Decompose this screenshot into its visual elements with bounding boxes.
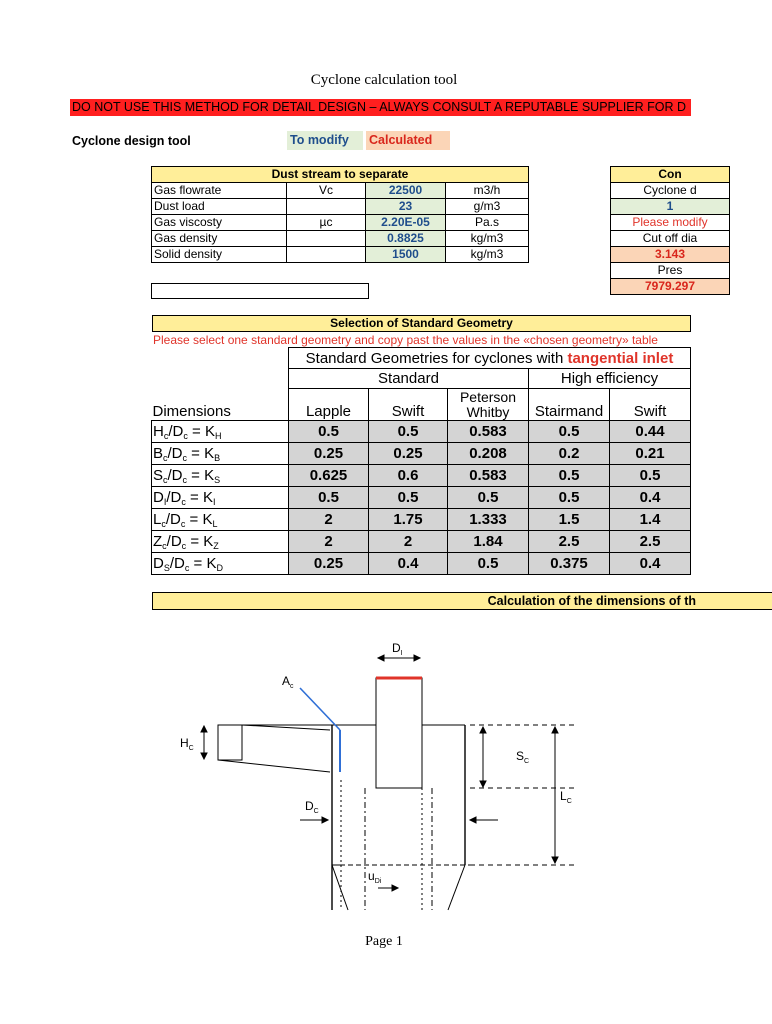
pressure-value: 7979.297 bbox=[611, 279, 730, 295]
standard-geometry-table bbox=[151, 347, 691, 575]
dimension-ratio-label: $L_c/D_c = K_L$ bbox=[152, 509, 289, 531]
geometry-title: Standard Geometries for cyclones with tangential inlet bbox=[289, 348, 691, 369]
geometry-value-cell[interactable]: 0.5 bbox=[289, 421, 369, 443]
row-symbol bbox=[287, 231, 366, 247]
geometry-value-cell[interactable]: 0.5 bbox=[369, 421, 448, 443]
geometry-value-cell[interactable]: 0.5 bbox=[289, 487, 369, 509]
table-row bbox=[152, 247, 529, 263]
geometry-value-cell[interactable]: 1.5 bbox=[529, 509, 610, 531]
table-row bbox=[152, 199, 529, 215]
pressure-label: Pres bbox=[611, 263, 730, 279]
geometry-value-cell[interactable]: 2.5 bbox=[610, 531, 691, 553]
lc-label: $L_C$ bbox=[560, 789, 572, 805]
cyclone-d-input[interactable]: 1 bbox=[611, 199, 730, 215]
cut-off-value: 3.143 bbox=[611, 247, 730, 263]
geometry-value-cell[interactable]: 0.25 bbox=[289, 553, 369, 575]
row-name: Gas viscosty bbox=[152, 215, 287, 231]
col-header: Swift bbox=[369, 389, 448, 421]
empty-input-cell[interactable] bbox=[151, 283, 369, 299]
page-footer: Page 1 bbox=[365, 934, 403, 949]
col-header: Peterson Whitby bbox=[448, 389, 529, 421]
geometry-value-cell[interactable]: 0.44 bbox=[610, 421, 691, 443]
col-header: Swift bbox=[610, 389, 691, 421]
dust-load-input[interactable]: 23 bbox=[366, 199, 446, 215]
geometry-value-cell[interactable]: 0.25 bbox=[369, 443, 448, 465]
geometry-value-cell[interactable]: 0.625 bbox=[289, 465, 369, 487]
geometry-value-cell[interactable]: 0.375 bbox=[529, 553, 610, 575]
dimension-ratio-label: $Z_c/D_c = K_Z$ bbox=[152, 531, 289, 553]
geometry-value-cell[interactable]: 2 bbox=[369, 531, 448, 553]
tangential-inlet-label: tangential inlet bbox=[567, 349, 674, 367]
geometry-value-cell[interactable]: 0.5 bbox=[369, 487, 448, 509]
geometry-value-cell[interactable]: 0.6 bbox=[369, 465, 448, 487]
solid-density-input[interactable]: 1500 bbox=[366, 247, 446, 263]
cyclone-diagram bbox=[170, 630, 590, 915]
table-row bbox=[152, 553, 691, 575]
cut-off-label: Cut off dia bbox=[611, 231, 730, 247]
row-unit: kg/m3 bbox=[446, 247, 529, 263]
warning-banner: DO NOT USE THIS METHOD FOR DETAIL DESIGN – ALWAYS CONSULT A REPUTABLE SUPPLIER FOR D bbox=[70, 99, 691, 116]
inlet-rect bbox=[218, 725, 242, 760]
geometry-value-cell[interactable]: 1.333 bbox=[448, 509, 529, 531]
geometry-value-cell[interactable]: 0.2 bbox=[529, 443, 610, 465]
results-header: Con bbox=[611, 167, 730, 183]
geometry-value-cell[interactable]: 0.21 bbox=[610, 443, 691, 465]
geometry-value-cell[interactable]: 0.5 bbox=[448, 553, 529, 575]
geometry-value-cell[interactable]: 0.5 bbox=[529, 487, 610, 509]
group-standard: Standard bbox=[289, 369, 529, 389]
geometry-value-cell[interactable]: 0.583 bbox=[448, 421, 529, 443]
dimension-ratio-label: $B_c/D_c = K_B$ bbox=[152, 443, 289, 465]
dimension-ratio-label: $S_c/D_c = K_S$ bbox=[152, 465, 289, 487]
row-unit: m3/h bbox=[446, 183, 529, 199]
row-name: Gas flowrate bbox=[152, 183, 287, 199]
results-panel bbox=[610, 166, 708, 300]
legend-to-modify: To modify bbox=[287, 131, 363, 150]
table-row bbox=[152, 443, 691, 465]
row-unit: kg/m3 bbox=[446, 231, 529, 247]
geometry-value-cell[interactable]: 0.208 bbox=[448, 443, 529, 465]
geometry-value-cell[interactable]: 0.4 bbox=[610, 487, 691, 509]
row-symbol bbox=[287, 247, 366, 263]
geometry-value-cell[interactable]: 0.4 bbox=[369, 553, 448, 575]
hc-label: $H_C$ bbox=[180, 736, 194, 752]
geometry-value-cell[interactable]: 0.5 bbox=[610, 465, 691, 487]
table-row bbox=[152, 487, 691, 509]
geometry-value-cell[interactable]: 0.583 bbox=[448, 465, 529, 487]
col-header: Stairmand bbox=[529, 389, 610, 421]
dimension-ratio-label: $D_I/D_c = K_I$ bbox=[152, 487, 289, 509]
geometry-value-cell[interactable]: 1.4 bbox=[610, 509, 691, 531]
geometry-value-cell[interactable]: 1.84 bbox=[448, 531, 529, 553]
geometry-value-cell[interactable]: 2.5 bbox=[529, 531, 610, 553]
geometry-value-cell[interactable]: 0.25 bbox=[289, 443, 369, 465]
dimension-ratio-label: $H_c/D_c = K_H$ bbox=[152, 421, 289, 443]
cyclone-d-label: Cyclone d bbox=[611, 183, 730, 199]
page-title: Cyclone calculation tool bbox=[310, 72, 458, 88]
selection-note: Please select one standard geometry and copy past the values in the «chosen geometry» table bbox=[153, 333, 658, 347]
table-row bbox=[152, 531, 691, 553]
sc-label: $S_C$ bbox=[516, 749, 530, 765]
dimension-ratio-label: $D_S/D_c = K_D$ bbox=[152, 553, 289, 575]
dust-stream-table bbox=[151, 166, 529, 263]
design-tool-label: Cyclone design tool bbox=[72, 134, 191, 148]
table-row bbox=[152, 509, 691, 531]
geometry-value-cell[interactable]: 1.75 bbox=[369, 509, 448, 531]
geometry-value-cell[interactable]: 0.5 bbox=[529, 421, 610, 443]
di-label: $D_I$ bbox=[392, 641, 403, 657]
col-header: Lapple bbox=[289, 389, 369, 421]
gas-viscosity-input[interactable]: 2.20E-05 bbox=[366, 215, 446, 231]
vortex-finder bbox=[376, 678, 422, 788]
gas-density-input[interactable]: 0.8825 bbox=[366, 231, 446, 247]
table-row bbox=[152, 231, 529, 247]
row-symbol: Vc bbox=[287, 183, 366, 199]
row-unit: Pa.s bbox=[446, 215, 529, 231]
geometry-value-cell[interactable]: 2 bbox=[289, 531, 369, 553]
table-row bbox=[152, 465, 691, 487]
gas-flowrate-input[interactable]: 22500 bbox=[366, 183, 446, 199]
selection-title: Selection of Standard Geometry bbox=[152, 315, 691, 332]
row-unit: g/m3 bbox=[446, 199, 529, 215]
legend-calculated: Calculated bbox=[366, 131, 450, 150]
geometry-value-cell[interactable]: 2 bbox=[289, 509, 369, 531]
table-row bbox=[152, 215, 529, 231]
calculation-bar: Calculation of the dimensions of th bbox=[152, 592, 772, 610]
group-high-efficiency: High efficiency bbox=[529, 369, 691, 389]
geometry-value-cell[interactable]: 0.4 bbox=[610, 553, 691, 575]
row-name: Gas density bbox=[152, 231, 287, 247]
dc-label: $D_C$ bbox=[305, 799, 319, 815]
ac-label: $A_c$ bbox=[282, 674, 294, 690]
udi-label: $u_{Di}$ bbox=[368, 869, 382, 885]
row-symbol: µc bbox=[287, 215, 366, 231]
geometry-value-cell[interactable]: 0.5 bbox=[448, 487, 529, 509]
row-name: Dust load bbox=[152, 199, 287, 215]
table-row bbox=[152, 183, 529, 199]
row-symbol bbox=[287, 199, 366, 215]
row-name: Solid density bbox=[152, 247, 287, 263]
dust-stream-header: Dust stream to separate bbox=[152, 167, 529, 183]
table-row bbox=[152, 421, 691, 443]
dimensions-label: Dimensions bbox=[152, 389, 289, 421]
geometry-value-cell[interactable]: 0.5 bbox=[529, 465, 610, 487]
please-modify-label: Please modify bbox=[611, 215, 730, 231]
